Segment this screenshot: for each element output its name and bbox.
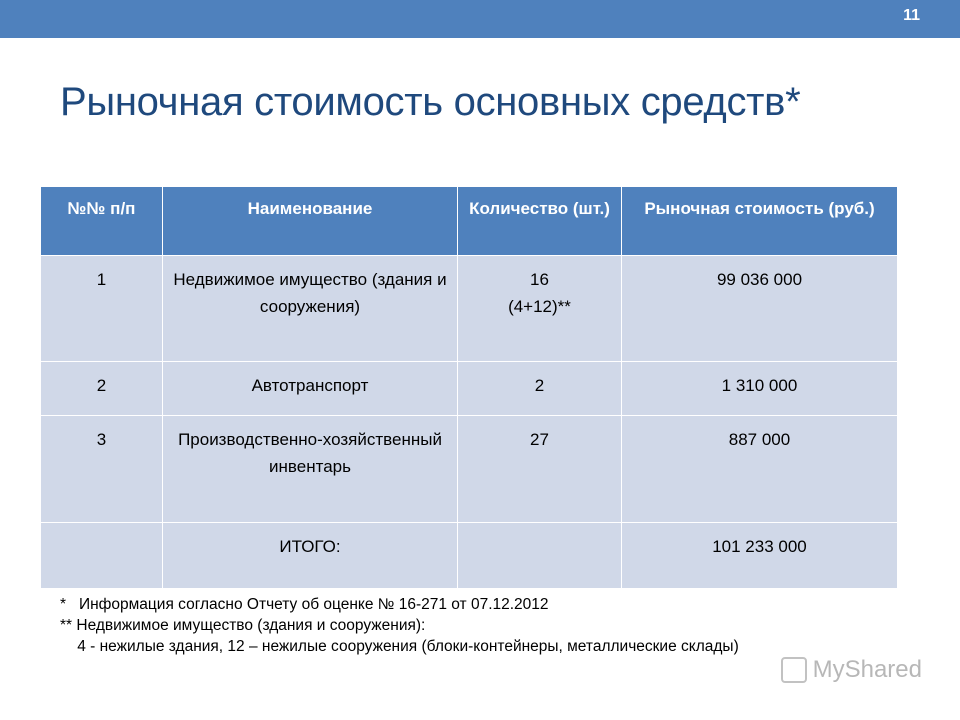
cell-name: Недвижимое имущество (здания и сооружения): [163, 256, 458, 362]
cell-number: 1: [41, 256, 163, 362]
table-row: [41, 416, 898, 523]
cell-value: 1 310 000: [622, 362, 898, 416]
cell-number: 2: [41, 362, 163, 416]
table-total-row: [41, 523, 898, 589]
header-name: Наименование: [163, 187, 458, 256]
top-bar: [0, 0, 960, 38]
cell-name: Автотранспорт: [163, 362, 458, 416]
cell-quantity: [458, 523, 622, 589]
header-market-value: Рыночная стоимость (руб.): [622, 187, 898, 256]
cell-number: 3: [41, 416, 163, 523]
footnote-2-detail: 4 - нежилые здания, 12 – нежилые сооружения (блоки-контейнеры, металлические склады): [60, 638, 739, 655]
slide-number: 11: [903, 7, 920, 24]
cell-quantity: 16 (4+12)**: [458, 256, 622, 362]
cell-quantity: 2: [458, 362, 622, 416]
header-number: №№ п/п: [41, 187, 163, 256]
table-header-row: [41, 187, 898, 256]
assets-table: [40, 186, 898, 589]
footnotes: [60, 594, 739, 657]
page-title: Рыночная стоимость основных средств*: [60, 80, 801, 124]
footnote-2: ** Недвижимое имущество (здания и сооружения):: [60, 617, 426, 634]
watermark-text: MyShared: [812, 656, 922, 683]
cell-total-label: ИТОГО:: [163, 523, 458, 589]
cell-name: Производственно-хозяйственный инвентарь: [163, 416, 458, 523]
watermark: [781, 656, 922, 684]
cell-value: 887 000: [622, 416, 898, 523]
footnote-1: * Информация согласно Отчету об оценке № 16-271 от 07.12.2012: [60, 596, 549, 613]
table-row: [41, 256, 898, 362]
cell-total-value: 101 233 000: [622, 523, 898, 589]
cell-value: 99 036 000: [622, 256, 898, 362]
cell-number: [41, 523, 163, 589]
cell-quantity: 27: [458, 416, 622, 523]
presentation-icon: [781, 657, 807, 683]
header-quantity: Количество (шт.): [458, 187, 622, 256]
table-row: [41, 362, 898, 416]
